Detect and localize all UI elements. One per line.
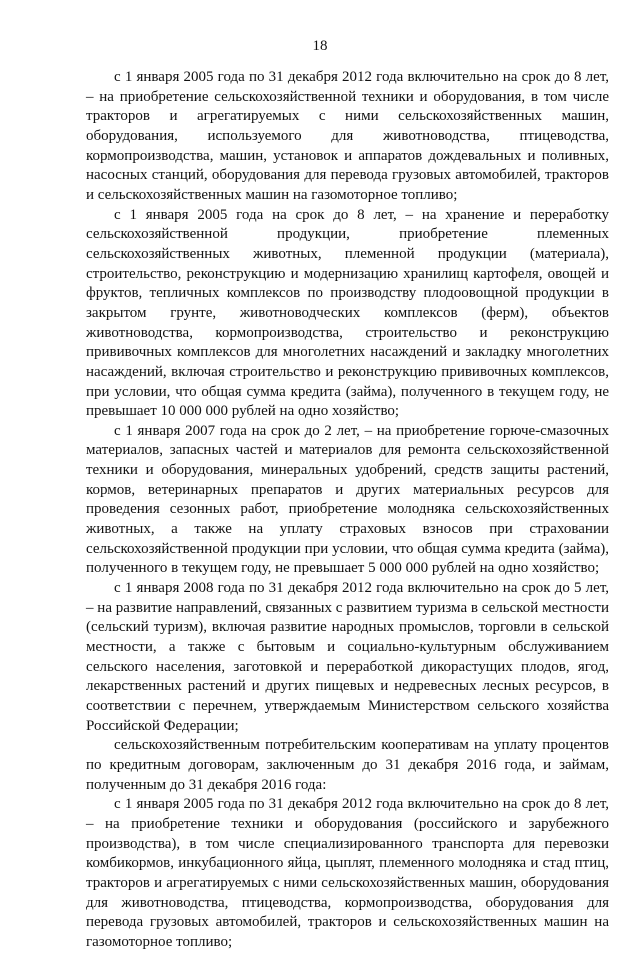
page-number: 18 — [312, 38, 328, 54]
document-body — [86, 68, 609, 953]
paragraph-rural-tourism-loans: с 1 января 2008 года по 31 декабря 2012 года включительно на срок до 5 лет, – на развитие направлений, связанных с развитием туризма в сельской местности (сельский туризм), включая развитие народных промыслов, торговли в сельской местности, а также с бытовым и социально-культурным обслуживанием сельского населения, заготовкой и переработкой дикорастущих плодов, ягод, лекарственных растений и других пищевых и недревесных лесных ресурсов, в соответствии с перечнем, утверждаемым Министерством сельского хозяйства Российской Федерации; — [86, 580, 609, 734]
paragraph-cooperatives-equipment-loans: с 1 января 2005 года по 31 декабря 2012 года включительно на срок до 8 лет, – на приобретение техники и оборудования (российского и зарубежного производства), в том числе специализированного транспорта для перевозки комбикормов, инкубационного яйца, цыплят, племенного молодняка и стад птиц, тракторов и агрегатируемых с ними сельскохозяйственных машин, оборудования для животноводства, птицеводства, кормопроизводства, оборудования для перевода грузовых автомобилей, тракторов и сельскохозяйственных машин на газомоторное топливо; — [86, 796, 609, 950]
paragraph-cooperatives-intro: сельскохозяйственным потребительским кооперативам на уплату процентов по кредитным договорам, заключенным до 31 декабря 2016 года, и займам, полученным до 31 декабря 2016 года: — [86, 737, 609, 793]
paragraph-seasonal-works-loans: с 1 января 2007 года на срок до 2 лет, – на приобретение горюче-смазочных материалов, запасных частей и материалов для ремонта сельскохозяйственной техники и оборудования, минеральных удобрений, средств защиты растений, кормов, ветеринарных препаратов и других материальных ресурсов для проведения сезонных работ, приобретение молодняка сельскохозяйственных животных, а также на уплату страховых взносов при страховании сельскохозяйственной продукции при условии, что общая сумма кредита (займа), полученного в текущем году, не превышает 5 000 000 рублей на одно хозяйство; — [86, 422, 609, 577]
paragraph-machinery-loans: с 1 января 2005 года по 31 декабря 2012 года включительно на срок до 8 лет, – на приобретение сельскохозяйственной техники и оборудования, в том числе тракторов и агрегатируемых с ними сельскохозяйственных машин, оборудования, используемого для животноводства, птицеводства, кормопроизводства, машин, установок и аппаратов дождевальных и поливных, насосных станций, оборудования для перевода грузовых автомобилей, тракторов и сельскохозяйственных машин на газомоторное топливо; — [86, 69, 609, 203]
paragraph-storage-processing-loans: с 1 января 2005 года на срок до 8 лет, – на хранение и переработку сельскохозяйственной продукции, приобретение племенных сельскохозяйственных животных, племенной продукции (материала), строительство, реконструкцию и модернизацию хранилищ картофеля, овощей и фруктов, тепличных комплексов по производству плодоовощной продукции в закрытом грунте, животноводческих комплексов (ферм), объектов животноводства, кормопроизводства, строительство и реконструкцию прививочных комплексов для многолетних насаждений и закладку многолетних насаждений, включая строительство и реконструкцию прививочных комплексов, при условии, что общая сумма кредита (займа), полученного в текущем году, не превышает 10 000 000 рублей на одно хозяйство; — [86, 206, 609, 420]
